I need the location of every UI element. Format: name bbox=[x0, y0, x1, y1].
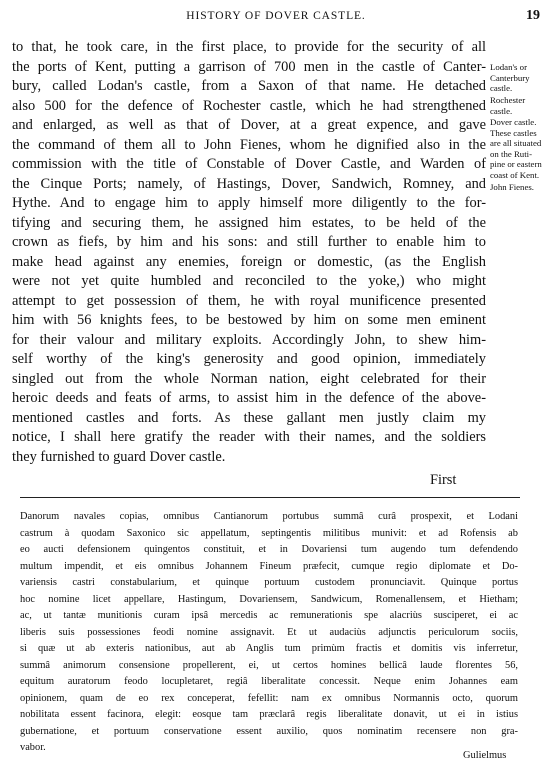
footnote-line: hoc nomine licet appellare, Hastingum, Dovariensem, Sandwicum, Romenallensem, et Hietham; bbox=[20, 593, 518, 605]
text-line: bury, called Lodan's castle, from a Saxon of that name. He detached bbox=[12, 78, 486, 94]
page-header bbox=[0, 10, 552, 30]
text-line: Hythe. And to engage him to apply himself more diligently to the for- bbox=[12, 195, 486, 211]
margin-line: coast of Kent. bbox=[490, 169, 540, 180]
text-line: they furnished to guard Dover castle. bbox=[12, 448, 226, 465]
footnote bbox=[20, 509, 518, 757]
footnote-line: summâ animorum consensione propellerent, ei, ut certos homines bellicâ laude florentes 56, bbox=[20, 659, 518, 671]
footnote-line: si quæ ut ab exteris nationibus, aut ab Anglis tum primùm fractis et domitis vis inferretur, bbox=[20, 643, 518, 654]
running-head: HISTORY OF DOVER CASTLE. bbox=[186, 10, 366, 22]
footnote-line: nobilitata essent facinora, elegit: eosque tam præclarâ regis liberalitate donavit, ut ei in istius bbox=[20, 709, 518, 720]
marginal-note-fienes bbox=[490, 182, 550, 193]
margin-line: castle. bbox=[490, 83, 513, 93]
text-line: the ports of Kent, putting a garrison of 700 men in the castle of Canter- bbox=[12, 58, 486, 75]
text-line: commission with the title of Constable of Dover Castle, and Warden of bbox=[12, 156, 486, 172]
text-line: make head against any enemies, foreign or domestic, (as the English bbox=[12, 253, 486, 270]
margin-line: Rochester bbox=[490, 95, 526, 105]
footnote-line: multum impendit, et eis omnibus Johannem Fineum præfecit, cumque regio diplomate et Do- bbox=[20, 560, 518, 572]
marginal-note-rochester bbox=[490, 95, 550, 116]
margin-line: on the Ruti- bbox=[490, 148, 533, 159]
text-line: him with 56 knights fees, to be bestowed by him on some men eminent bbox=[12, 312, 486, 328]
text-line: attempt to get possession of them, he with royal munificence presented bbox=[12, 292, 486, 309]
text-line: singled out from the whole Norman nation, eight celebrated for their bbox=[12, 370, 486, 387]
text-line: and enlarged, as well as that of Dover, at a great expence, and gave bbox=[12, 117, 486, 133]
text-line: heroic deeds and feats of arms, to assist him in the defence of the above- bbox=[12, 390, 486, 406]
text-line: also 500 for the defence of Rochester castle, which he had strengthened bbox=[12, 97, 486, 114]
footnote-line: ac, ut tantæ munitionis curam ipsâ mercedis ac remunerationis spe alacriùs susciperet, ei ac bbox=[20, 610, 518, 621]
footnote-line: opinionem, quam de eo rex conceperat, fefellit: nam ex omnibus Normannis octo, quorum bbox=[20, 692, 518, 704]
footnote-line: eo aucti defensionem quingentos constituit, et in Dovariensi tum augendo tum defendendo bbox=[20, 544, 518, 555]
footnote-line: castrum à quodam Saxonico sic appellatum, septingentis militibus munivit: et ad Rofensis ab bbox=[20, 527, 518, 539]
footnote-line: gubernatione, et portuum conservatione essent auxilio, quos nominatim recensere non gra- bbox=[20, 725, 518, 737]
text-line: notice, I shall here gratify the reader with their names, and the soldiers bbox=[12, 429, 486, 445]
footnote-catchword: Gulielmus bbox=[463, 750, 507, 761]
marginal-note-dover bbox=[490, 117, 550, 180]
footnote-line: liberis suis possessiones feodi nomine assignavit. Et ut audaciùs adjunctis periculorum sociis, bbox=[20, 626, 518, 638]
footnote-line: variensis castri constabularium, et quinque portuum custodem pronunciavit. Quinque portus bbox=[20, 577, 518, 588]
marginal-note-lodan bbox=[490, 62, 550, 94]
margin-line: are all situated bbox=[490, 138, 542, 148]
footnote-line: vabor. bbox=[20, 742, 46, 753]
margin-line: Lodan's or bbox=[490, 62, 528, 72]
text-line: the command of them all to John Fienes, whom he dignified also in the bbox=[12, 136, 486, 153]
footnote-line: equitum auratorum feodo locupletaret, regiâ liberalitate concessit. Neque enim Johannes eam bbox=[20, 676, 518, 687]
footnote-rule bbox=[20, 497, 520, 498]
main-text bbox=[12, 38, 486, 467]
text-line: tifying and securing them, he assigned him estates, to be held of the bbox=[12, 214, 486, 231]
text-line: crown as fiefs, by him and his sons: and still further to enable him to bbox=[12, 234, 486, 250]
margin-line: These castles bbox=[490, 127, 537, 138]
margin-line: John Fienes. bbox=[490, 182, 534, 192]
footnote-line: Danorum navales copias, omnibus Cantianorum portubus summâ curâ prospexit, et Lodani bbox=[20, 511, 518, 522]
margin-line: pine or eastern bbox=[490, 159, 542, 169]
page-number: 19 bbox=[526, 8, 540, 23]
text-line: were not yet quite humbled and reconciled to the yoke,) who might bbox=[12, 273, 486, 289]
margin-line: castle. bbox=[490, 105, 513, 116]
margin-line: Dover castle. bbox=[490, 117, 537, 127]
margin-line: Canterbury bbox=[490, 72, 530, 83]
text-line: mentioned castles and forts. As these gallant men justly claim my bbox=[12, 409, 486, 426]
text-line: self worthy of the king's generosity and good opinion, immediately bbox=[12, 351, 486, 367]
catchword: First bbox=[430, 472, 457, 488]
text-line: the Cinque Ports; namely, of Hastings, Dover, Sandwich, Romney, and bbox=[12, 175, 486, 192]
text-line: for their valour and military exploits. Accordingly John, to shew him- bbox=[12, 331, 486, 348]
text-line: to that, he took care, in the first place, to provide for the security of all bbox=[12, 39, 486, 55]
